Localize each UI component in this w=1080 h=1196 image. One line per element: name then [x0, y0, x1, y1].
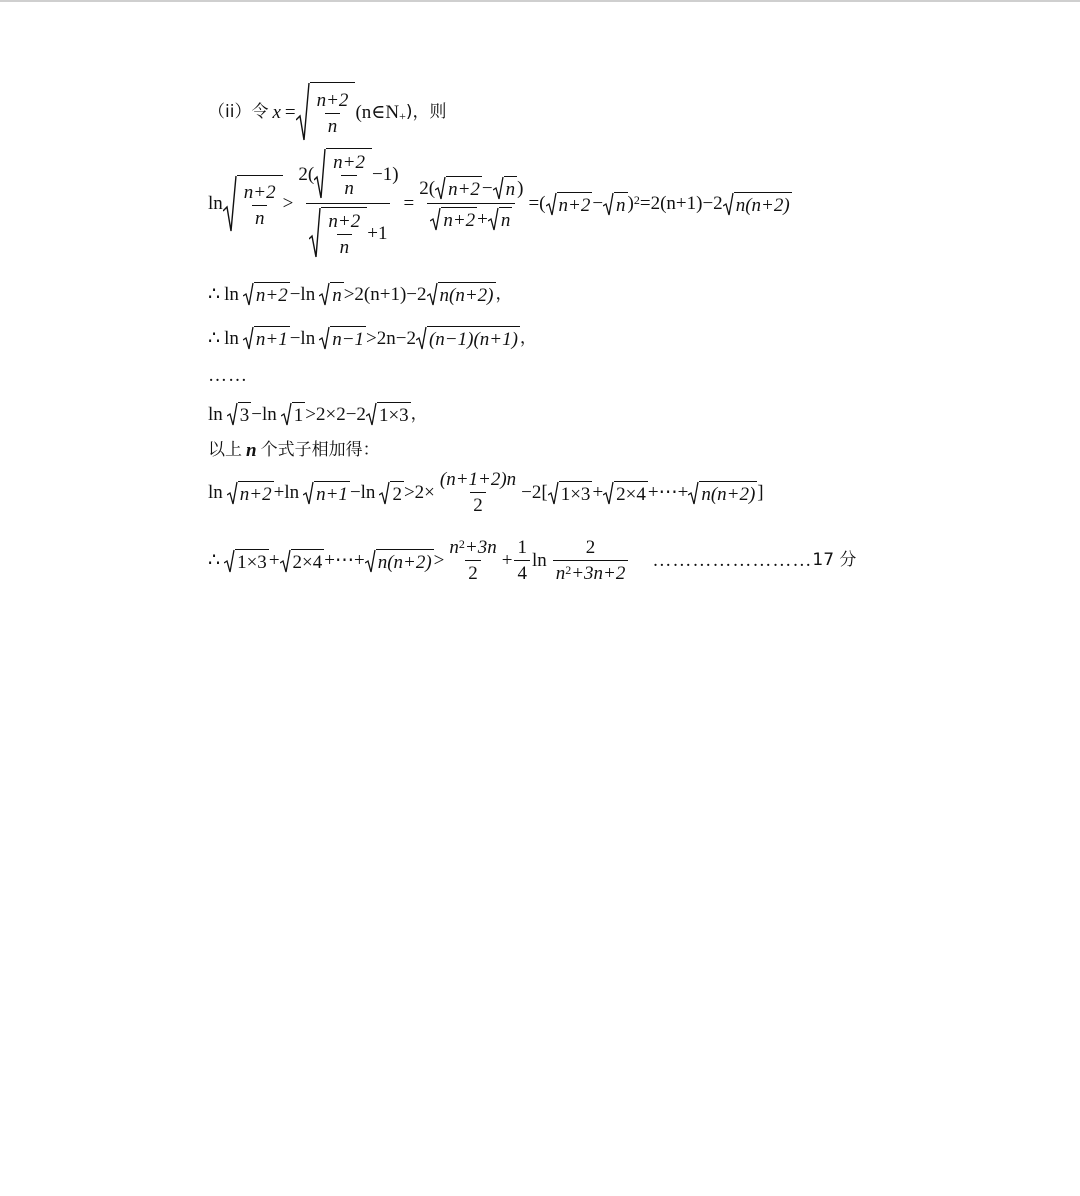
line-inequality-chain [208, 148, 792, 259]
sqrt [243, 326, 290, 350]
denominator: n [325, 113, 341, 136]
big-numerator [295, 148, 401, 203]
sqrt [723, 192, 792, 216]
sqrt [243, 282, 290, 306]
text: n [449, 537, 459, 558]
text: + [268, 550, 280, 571]
radicand: (n−1)(n+1) [427, 326, 520, 350]
text: 个式子相加得： [260, 440, 380, 460]
ln-label: ln [208, 193, 223, 214]
exponent: 2 [565, 562, 572, 577]
radical-sign [688, 481, 699, 505]
radical-sign [296, 82, 310, 142]
radical-sign [430, 207, 441, 231]
fraction [330, 153, 368, 198]
text: ln [224, 283, 239, 305]
sqrt [546, 192, 593, 216]
radical-sign [603, 192, 614, 216]
sqrt [416, 326, 520, 350]
sqrt [227, 402, 252, 426]
radicand: n [499, 207, 513, 231]
denominator: 2 [465, 560, 481, 583]
radical-sign [379, 481, 390, 505]
text: −ln [289, 283, 316, 305]
text: −ln [289, 327, 316, 349]
text: ln [208, 403, 223, 425]
numerator [446, 538, 499, 560]
denominator [427, 203, 515, 231]
radicand: n+2 [238, 481, 274, 505]
radicand: n+2 [254, 282, 290, 306]
numerator: n+2 [328, 211, 361, 232]
numerator: n+2 [316, 90, 349, 111]
text: >2×2−2 [305, 403, 366, 425]
radical-sign [548, 481, 559, 505]
exponent: 2 [633, 192, 640, 207]
radical-sign [280, 549, 291, 573]
text: ( [539, 193, 546, 214]
text: ) [517, 177, 524, 199]
text: − [592, 193, 604, 214]
radical-sign [309, 207, 321, 259]
radicand: 1×3 [559, 481, 593, 505]
radicand: n [614, 192, 628, 216]
numerator: 2 [585, 537, 596, 558]
therefore-symbol: ∴ [208, 327, 221, 349]
text: >2(n+1)−2 [343, 283, 427, 305]
text: ln [208, 482, 223, 503]
sqrt [488, 207, 513, 231]
radicand: n(n+2) [376, 549, 434, 573]
radicand: 1 [292, 402, 306, 426]
radical-sign [243, 282, 254, 306]
text: ln [224, 327, 239, 349]
sqrt [493, 176, 518, 200]
sqrt [435, 176, 482, 200]
radical-sign [365, 549, 376, 573]
fraction [241, 183, 279, 228]
equals: = [639, 193, 651, 214]
text: +⋯+ [647, 482, 689, 503]
sqrt [427, 282, 496, 306]
radicand: 1×3 [235, 549, 269, 573]
text: + [477, 208, 488, 230]
line-sum-intro [208, 441, 380, 460]
denominator: 2 [470, 492, 486, 515]
sqrt [319, 282, 344, 306]
sqrt [303, 481, 350, 505]
radicand: n(n+2) [438, 282, 496, 306]
fraction [325, 212, 363, 257]
text: 2( [419, 177, 436, 199]
radical-sign [303, 481, 314, 505]
sqrt [688, 481, 757, 505]
fraction [437, 470, 519, 515]
radicand: n(n+2) [734, 192, 792, 216]
text: −2[ [521, 482, 548, 503]
radical-sign [314, 148, 326, 200]
text: −ln [251, 403, 277, 425]
radical-sign [427, 282, 438, 306]
condition-subscript: + [399, 109, 406, 123]
sqrt-fraction [223, 175, 283, 233]
text: + [592, 482, 604, 503]
line-sum-result [208, 470, 764, 515]
radical-sign [546, 192, 557, 216]
line-inequality-n [208, 282, 513, 306]
sqrt [366, 402, 411, 426]
variable-n: n [246, 440, 257, 461]
text: ln [531, 550, 547, 571]
comma: ， [495, 283, 513, 304]
radical-sign [603, 481, 614, 505]
substitution-label: （ii）令 [208, 101, 269, 122]
score-label: 17 分 [812, 550, 857, 570]
numerator: n+2 [243, 181, 276, 203]
denominator: n [252, 205, 268, 228]
variable-x: x [272, 101, 281, 123]
numerator [416, 176, 526, 203]
equals: = [284, 101, 296, 123]
denominator: n [337, 234, 353, 257]
radicand: n−1 [330, 326, 366, 350]
denominator [553, 560, 629, 583]
ellipsis: …… [208, 365, 248, 386]
line-inequality-base [208, 402, 428, 426]
text: >2n−2 [366, 327, 416, 349]
line-substitution [208, 82, 446, 142]
condition-close: )，则 [405, 101, 447, 122]
rationalized-fraction [416, 176, 526, 231]
top-border [0, 0, 1080, 2]
text: +1 [367, 222, 388, 244]
radical-sign [281, 402, 292, 426]
radicand: n+1 [314, 481, 350, 505]
text: −1) [371, 163, 399, 185]
sqrt [430, 207, 477, 231]
radical-sign [243, 326, 254, 350]
radical-sign [488, 207, 499, 231]
radicand: n+2 [441, 207, 477, 231]
radical-sign [227, 402, 238, 426]
radicand: n [504, 176, 518, 200]
fraction-3 [553, 538, 629, 583]
sqrt [224, 549, 269, 573]
equals: = [403, 193, 415, 214]
text: + [501, 550, 513, 571]
comma: ， [410, 403, 428, 424]
text: >2× [403, 482, 435, 503]
sqrt [379, 481, 404, 505]
numerator: n+2 [333, 152, 365, 173]
text: +3n [464, 537, 497, 558]
denominator: 4 [514, 560, 530, 583]
radical-sign [366, 402, 377, 426]
radicand: n+1 [254, 326, 290, 350]
text: +ln [273, 482, 300, 503]
sqrt-fraction [314, 148, 372, 200]
text: 以上 [208, 440, 242, 460]
radicand: 2×4 [614, 481, 648, 505]
big-denominator [306, 203, 390, 259]
text: ] [757, 482, 764, 503]
exponent: 2 [458, 536, 465, 551]
text: ) [627, 193, 634, 214]
radical-sign [319, 282, 330, 306]
fraction-1 [446, 538, 499, 583]
radicand: 2 [390, 481, 404, 505]
radicand: 1×3 [377, 402, 411, 426]
text: n [555, 563, 566, 584]
radicand: 2×4 [291, 549, 325, 573]
sqrt-fraction [296, 82, 356, 142]
radical-sign [416, 326, 427, 350]
therefore-symbol: ∴ [208, 550, 221, 571]
therefore-symbol: ∴ [208, 283, 221, 305]
sqrt-fraction [309, 207, 367, 259]
big-fraction [295, 148, 401, 259]
text: − [481, 177, 493, 199]
text: +⋯+ [324, 550, 365, 571]
line-ellipsis [208, 366, 248, 385]
radicand: n+2 [557, 192, 593, 216]
comma: ， [519, 327, 537, 348]
text: > [433, 550, 445, 571]
radical-sign [723, 192, 734, 216]
numerator: (n+1+2)n [439, 469, 517, 490]
text: +3n+2 [571, 563, 626, 584]
sqrt [227, 481, 274, 505]
sqrt [280, 549, 325, 573]
text: −ln [349, 482, 376, 503]
sqrt [319, 326, 366, 350]
radicand: 3 [238, 402, 252, 426]
radical-sign [227, 481, 238, 505]
radicand: n [330, 282, 344, 306]
line-inequality-n-minus-1 [208, 326, 537, 350]
radicand: n(n+2) [699, 481, 757, 505]
condition: (n∈N [355, 101, 400, 123]
sqrt [365, 549, 434, 573]
fraction [314, 91, 352, 136]
radical-sign [435, 176, 446, 200]
radical-sign [224, 549, 235, 573]
greater-than: > [282, 193, 294, 214]
sqrt [603, 481, 648, 505]
sqrt [548, 481, 593, 505]
radical-sign [223, 175, 237, 233]
line-conclusion [208, 538, 856, 583]
denominator: n [341, 175, 357, 198]
sqrt [281, 402, 306, 426]
radical-sign [493, 176, 504, 200]
text: 2(n+1)−2 [650, 193, 723, 214]
numerator: 1 [517, 537, 527, 558]
radical-sign [319, 326, 330, 350]
score-leader-dots: …………………… [652, 550, 813, 571]
text: 2( [298, 163, 315, 185]
sqrt [603, 192, 628, 216]
radicand: n+2 [446, 176, 482, 200]
fraction-2 [514, 538, 530, 583]
equals: = [528, 193, 540, 214]
